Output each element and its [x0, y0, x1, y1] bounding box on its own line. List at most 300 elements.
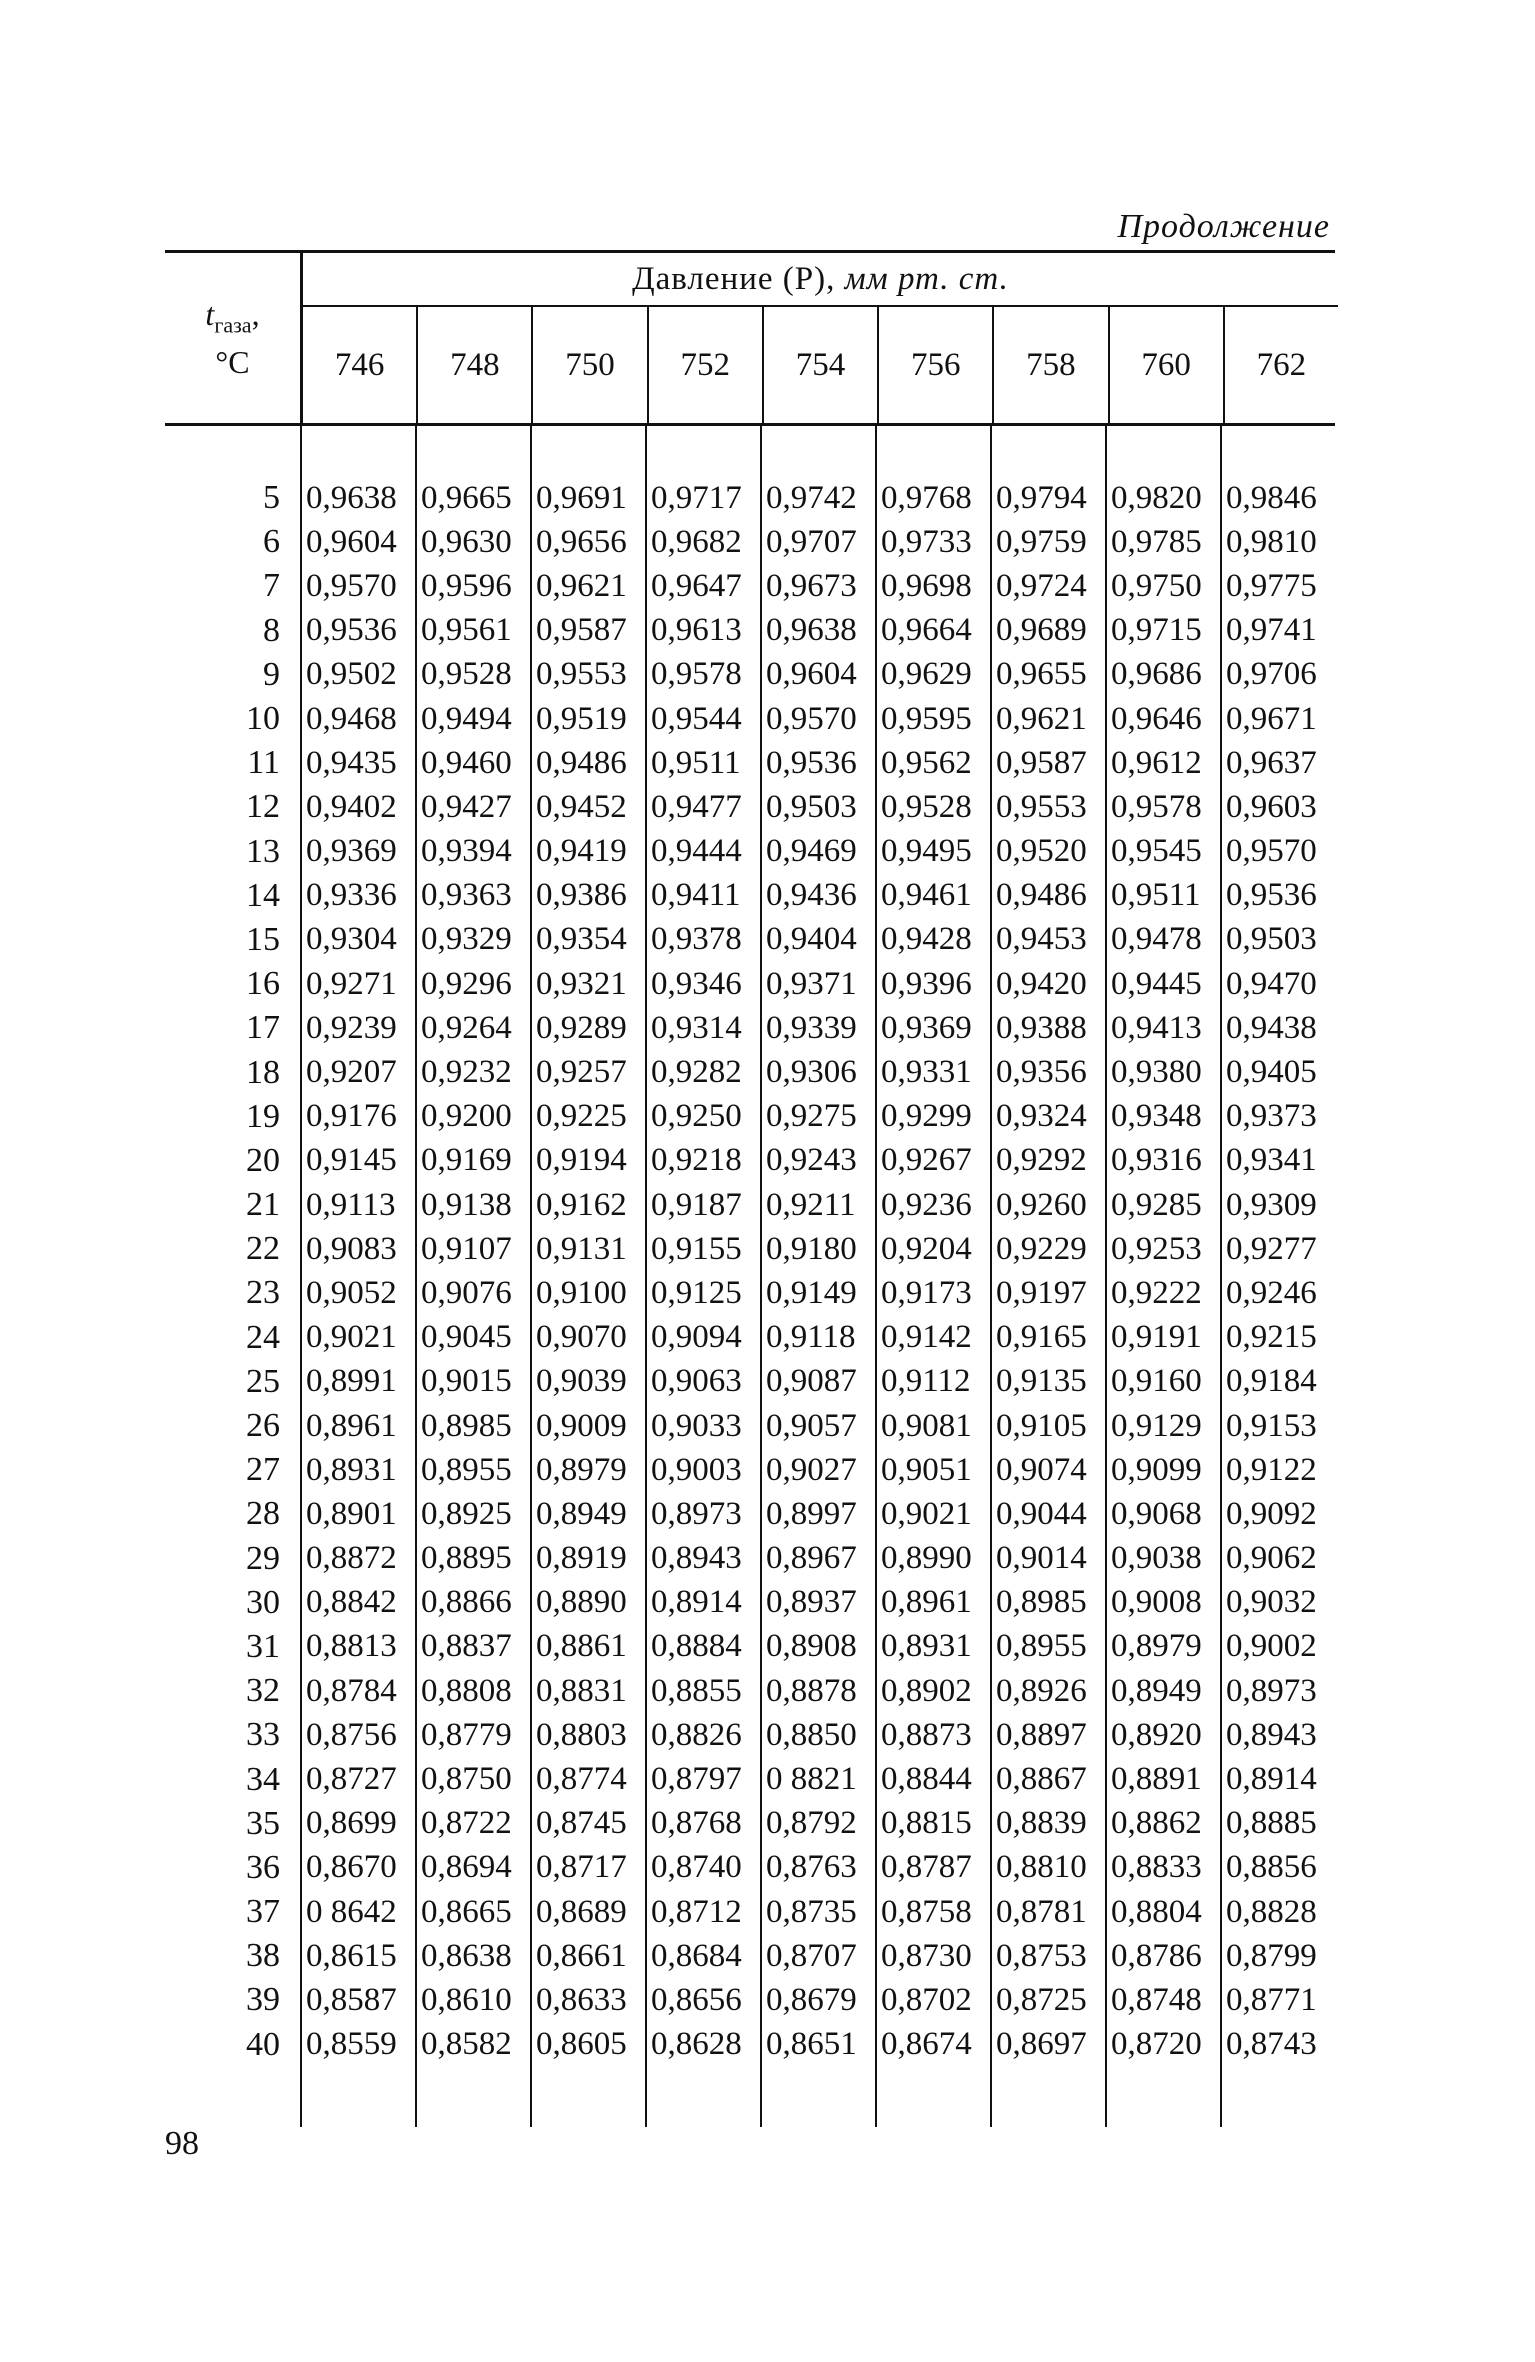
value-cell: 0,9253 — [1111, 1230, 1202, 1267]
temperature-cell: 33 — [246, 1716, 280, 1754]
value-cell: 0,8605 — [536, 2026, 627, 2063]
value-cell: 0,8833 — [1111, 1849, 1202, 1886]
table-row — [165, 476, 1335, 520]
value-cell: 0,8919 — [536, 1540, 627, 1577]
table-row — [165, 1139, 1335, 1183]
value-cell: 0,9292 — [996, 1142, 1087, 1179]
value-cell: 0,9118 — [766, 1319, 856, 1356]
value-cell: 0,9229 — [996, 1230, 1087, 1267]
value-cell: 0,8902 — [881, 1672, 972, 1709]
value-cell: 0,9413 — [1111, 1009, 1202, 1046]
value-cell: 0,8758 — [881, 1893, 972, 1930]
temperature-cell: 14 — [246, 876, 280, 914]
pressure-column-header: 748 — [416, 307, 531, 423]
value-cell: 0,9222 — [1111, 1274, 1202, 1311]
value-cell: 0,9092 — [1226, 1495, 1317, 1532]
value-cell: 0,9411 — [651, 877, 741, 914]
table-row — [165, 918, 1335, 962]
value-cell: 0,9125 — [651, 1274, 742, 1311]
value-cell: 0,9057 — [766, 1407, 857, 1444]
value-cell: 0,9044 — [996, 1495, 1087, 1532]
value-cell: 0,8725 — [996, 1981, 1087, 2018]
value-cell: 0,8674 — [881, 2026, 972, 2063]
value-cell: 0,9246 — [1226, 1274, 1317, 1311]
temperature-cell: 9 — [263, 655, 280, 693]
value-cell: 0,9528 — [421, 656, 512, 693]
value-cell: 0,9486 — [536, 744, 627, 781]
value-cell: 0,9002 — [1226, 1628, 1317, 1665]
value-cell: 0,8694 — [421, 1849, 512, 1886]
value-cell: 0,9511 — [1111, 877, 1201, 914]
value-cell: 0,8862 — [1111, 1805, 1202, 1842]
table-row — [165, 1757, 1335, 1801]
temperature-cell: 10 — [246, 700, 280, 738]
value-cell: 0,8792 — [766, 1805, 857, 1842]
value-cell: 0,9596 — [421, 567, 512, 604]
value-cell: 0,9682 — [651, 523, 742, 560]
temperature-cell: 17 — [246, 1009, 280, 1047]
temperature-cell: 18 — [246, 1053, 280, 1091]
temperature-cell: 29 — [246, 1539, 280, 1577]
value-cell: 0,9304 — [306, 921, 397, 958]
value-cell: 0,8861 — [536, 1628, 627, 1665]
value-cell: 0,9271 — [306, 965, 397, 1002]
value-cell: 0,9638 — [766, 612, 857, 649]
value-cell: 0,9733 — [881, 523, 972, 560]
value-cell: 0,9155 — [651, 1230, 742, 1267]
value-cell: 0,8967 — [766, 1540, 857, 1577]
value-cell: 0,9162 — [536, 1186, 627, 1223]
value-cell: 0,8908 — [766, 1628, 857, 1665]
table-row — [165, 1271, 1335, 1315]
value-cell: 0,9578 — [651, 656, 742, 693]
value-cell: 0,8815 — [881, 1805, 972, 1842]
value-cell: 0,9215 — [1226, 1319, 1317, 1356]
value-cell: 0,8856 — [1226, 1849, 1317, 1886]
value-cell: 0,8920 — [1111, 1716, 1202, 1753]
value-cell: 0,9131 — [536, 1230, 627, 1267]
value-cell: 0,9331 — [881, 1054, 972, 1091]
value-cell: 0,8831 — [536, 1672, 627, 1709]
value-cell: 0,8891 — [1111, 1761, 1202, 1798]
value-cell: 0,9264 — [421, 1009, 512, 1046]
value-cell: 0,9324 — [996, 1098, 1087, 1135]
value-cell: 0,8712 — [651, 1893, 742, 1930]
value-cell: 0,9021 — [881, 1495, 972, 1532]
value-cell: 0,8768 — [651, 1805, 742, 1842]
temperature-cell: 8 — [263, 611, 280, 649]
value-cell: 0,8804 — [1111, 1893, 1202, 1930]
table-row — [165, 653, 1335, 697]
value-cell: 0,8784 — [306, 1672, 397, 1709]
value-cell: 0,9039 — [536, 1363, 627, 1400]
value-cell: 0,9257 — [536, 1054, 627, 1091]
value-cell: 0,9562 — [881, 744, 972, 781]
table-row — [165, 1934, 1335, 1978]
value-cell: 0,8615 — [306, 1937, 397, 1974]
table-row — [165, 1404, 1335, 1448]
temperature-cell: 25 — [246, 1362, 280, 1400]
value-cell: 0,9218 — [651, 1142, 742, 1179]
value-cell: 0,9717 — [651, 479, 742, 516]
value-cell: 0,8897 — [996, 1716, 1087, 1753]
value-cell: 0,9536 — [766, 744, 857, 781]
value-cell: 0,8661 — [536, 1937, 627, 1974]
pressure-columns — [303, 307, 1338, 423]
value-cell: 0,9033 — [651, 1407, 742, 1444]
temperature-cell: 40 — [246, 2025, 280, 2063]
value-cell: 0,8931 — [306, 1451, 397, 1488]
table-row — [165, 1050, 1335, 1094]
value-cell: 0,9638 — [306, 479, 397, 516]
value-cell: 0,8872 — [306, 1540, 397, 1577]
value-cell: 0,8873 — [881, 1716, 972, 1753]
value-cell: 0,9142 — [881, 1319, 972, 1356]
value-cell: 0,9750 — [1111, 567, 1202, 604]
value-cell: 0,9277 — [1226, 1230, 1317, 1267]
value-cell: 0,9339 — [766, 1009, 857, 1046]
value-cell: 0,9388 — [996, 1009, 1087, 1046]
column-divider — [990, 426, 992, 2127]
value-cell: 0,9062 — [1226, 1540, 1317, 1577]
value-cell: 0,9200 — [421, 1098, 512, 1135]
value-cell: 0,9153 — [1226, 1407, 1317, 1444]
column-divider — [760, 426, 762, 2127]
value-cell: 0,9587 — [536, 612, 627, 649]
value-cell: 0,8985 — [421, 1407, 512, 1444]
value-cell: 0,9354 — [536, 921, 627, 958]
value-cell: 0,8949 — [1111, 1672, 1202, 1709]
pressure-title-unit: мм рт. ст. — [844, 260, 1009, 297]
value-cell: 0,9820 — [1111, 479, 1202, 516]
value-cell: 0,9528 — [881, 788, 972, 825]
pressure-title — [303, 253, 1338, 307]
pressure-column-header: 746 — [334, 346, 385, 383]
value-cell: 0,8748 — [1111, 1981, 1202, 2018]
value-cell: 0,8839 — [996, 1805, 1087, 1842]
value-cell: 0,9321 — [536, 965, 627, 1002]
value-cell: 0,9225 — [536, 1098, 627, 1135]
temperature-cell: 6 — [263, 523, 280, 561]
value-cell: 0,8582 — [421, 2026, 512, 2063]
value-cell: 0,9316 — [1111, 1142, 1202, 1179]
value-cell: 0,9107 — [421, 1230, 512, 1267]
value-cell: 0,9145 — [306, 1142, 397, 1179]
value-cell: 0,9051 — [881, 1451, 972, 1488]
value-cell: 0,9665 — [421, 479, 512, 516]
temp-unit: °C — [215, 343, 250, 380]
value-cell: 0,8926 — [996, 1672, 1087, 1709]
pressure-column-header: 762 — [1223, 307, 1338, 423]
value-cell: 0,9003 — [651, 1451, 742, 1488]
value-cell: 0,8949 — [536, 1495, 627, 1532]
value-cell: 0,9169 — [421, 1142, 512, 1179]
value-cell: 0,9250 — [651, 1098, 742, 1135]
value-cell: 0,8925 — [421, 1495, 512, 1532]
value-cell: 0,9194 — [536, 1142, 627, 1179]
value-cell: 0,8745 — [536, 1805, 627, 1842]
value-cell: 0,8779 — [421, 1716, 512, 1753]
value-cell: 0,9686 — [1111, 656, 1202, 693]
value-cell: 0,9691 — [536, 479, 627, 516]
value-cell: 0,9520 — [996, 833, 1087, 870]
value-cell: 0,9027 — [766, 1451, 857, 1488]
value-cell: 0,9009 — [536, 1407, 627, 1444]
value-cell: 0,9135 — [996, 1363, 1087, 1400]
page-number: 98 — [165, 2125, 199, 2162]
value-cell: 0,9621 — [536, 567, 627, 604]
value-cell: 0,9689 — [996, 612, 1087, 649]
value-cell: 0,9394 — [421, 833, 512, 870]
value-cell: 0,9076 — [421, 1274, 512, 1311]
temperature-cell: 39 — [246, 1981, 280, 2019]
value-cell: 0,9655 — [996, 656, 1087, 693]
value-cell: 0,9404 — [766, 921, 857, 958]
value-cell: 0,9083 — [306, 1230, 397, 1267]
temp-subscript: газа — [214, 312, 252, 338]
value-cell: 0,9112 — [881, 1363, 971, 1400]
value-cell: 0,9329 — [421, 921, 512, 958]
pressure-column-header: 760 — [1108, 307, 1223, 423]
value-cell: 0,8973 — [1226, 1672, 1317, 1709]
value-cell: 0,9380 — [1111, 1054, 1202, 1091]
value-cell: 0,8803 — [536, 1716, 627, 1753]
value-cell: 0,8727 — [306, 1761, 397, 1798]
value-cell: 0,9405 — [1226, 1054, 1317, 1091]
value-cell: 0,8679 — [766, 1981, 857, 2018]
value-cell: 0,9536 — [1226, 877, 1317, 914]
value-cell: 0,9378 — [651, 921, 742, 958]
value-cell: 0,9296 — [421, 965, 512, 1002]
column-divider — [300, 426, 302, 2127]
table-row — [165, 1846, 1335, 1890]
value-cell: 0,8878 — [766, 1672, 857, 1709]
value-cell: 0,8884 — [651, 1628, 742, 1665]
pressure-column-header: 756 — [877, 307, 992, 423]
value-cell: 0,9604 — [306, 523, 397, 560]
value-cell: 0,9207 — [306, 1054, 397, 1091]
column-divider — [1105, 426, 1107, 2127]
value-cell: 0,8931 — [881, 1628, 972, 1665]
table-row — [165, 1978, 1335, 2022]
value-cell: 0,9495 — [881, 833, 972, 870]
value-cell: 0,9099 — [1111, 1451, 1202, 1488]
value-cell: 0,8890 — [536, 1584, 627, 1621]
value-cell: 0,8633 — [536, 1981, 627, 2018]
value-cell: 0,9621 — [996, 700, 1087, 737]
value-cell: 0,9032 — [1226, 1584, 1317, 1621]
value-cell: 0,8743 — [1226, 2026, 1317, 2063]
table-row — [165, 2023, 1335, 2067]
table-row — [165, 874, 1335, 918]
value-cell: 0,9236 — [881, 1186, 972, 1223]
value-cell: 0,9637 — [1226, 744, 1317, 781]
value-cell: 0 8821 — [766, 1761, 857, 1798]
value-cell: 0,9373 — [1226, 1098, 1317, 1135]
value-cell: 0,9197 — [996, 1274, 1087, 1311]
value-cell: 0,8786 — [1111, 1937, 1202, 1974]
table-row — [165, 1316, 1335, 1360]
value-cell: 0,9087 — [766, 1363, 857, 1400]
value-cell: 0,9469 — [766, 833, 857, 870]
value-cell: 0,9191 — [1111, 1319, 1202, 1356]
value-cell: 0,9176 — [306, 1098, 397, 1135]
value-cell: 0,9336 — [306, 877, 397, 914]
temperature-cell: 36 — [246, 1848, 280, 1886]
value-cell: 0,9282 — [651, 1054, 742, 1091]
value-cell: 0,9646 — [1111, 700, 1202, 737]
value-cell: 0,8699 — [306, 1805, 397, 1842]
value-cell: 0,8665 — [421, 1893, 512, 1930]
value-cell: 0,9173 — [881, 1274, 972, 1311]
pressure-title-text: Давление (P), — [632, 260, 845, 297]
value-cell: 0,9165 — [996, 1319, 1087, 1356]
value-cell: 0,8781 — [996, 1893, 1087, 1930]
value-cell: 0,8587 — [306, 1981, 397, 2018]
value-cell: 0,8844 — [881, 1761, 972, 1798]
value-cell: 0,8979 — [536, 1451, 627, 1488]
value-cell: 0,9444 — [651, 833, 742, 870]
value-cell: 0,8866 — [421, 1584, 512, 1621]
temperature-cell: 27 — [246, 1451, 280, 1489]
value-cell: 0,9306 — [766, 1054, 857, 1091]
value-cell: 0,9149 — [766, 1274, 857, 1311]
value-cell: 0,8753 — [996, 1937, 1087, 1974]
pressure-column-header: 750 — [531, 307, 646, 423]
value-cell: 0,8973 — [651, 1495, 742, 1532]
value-cell: 0,9468 — [306, 700, 397, 737]
table-row — [165, 1802, 1335, 1846]
table-row — [165, 830, 1335, 874]
temperature-cell: 28 — [246, 1495, 280, 1533]
value-cell: 0,9204 — [881, 1230, 972, 1267]
value-cell: 0,9420 — [996, 965, 1087, 1002]
value-cell: 0,9014 — [996, 1540, 1087, 1577]
value-cell: 0,9070 — [536, 1319, 627, 1356]
value-cell: 0,9074 — [996, 1451, 1087, 1488]
value-cell: 0,9536 — [306, 612, 397, 649]
value-cell: 0,8670 — [306, 1849, 397, 1886]
value-cell: 0,9478 — [1111, 921, 1202, 958]
value-cell: 0,9647 — [651, 567, 742, 604]
value-cell: 0,9260 — [996, 1186, 1087, 1223]
value-cell: 0,8628 — [651, 2026, 742, 2063]
value-cell: 0,9369 — [306, 833, 397, 870]
gas-correction-table — [165, 250, 1335, 2127]
value-cell: 0,8943 — [651, 1540, 742, 1577]
value-cell: 0,8774 — [536, 1761, 627, 1798]
value-cell: 0,9094 — [651, 1319, 742, 1356]
value-cell: 0,9160 — [1111, 1363, 1202, 1400]
value-cell: 0,9477 — [651, 788, 742, 825]
value-cell: 0,9603 — [1226, 788, 1317, 825]
value-cell: 0,9664 — [881, 612, 972, 649]
table-row — [165, 1581, 1335, 1625]
value-cell: 0,8638 — [421, 1937, 512, 1974]
value-cell: 0,9578 — [1111, 788, 1202, 825]
value-cell: 0,9846 — [1226, 479, 1317, 516]
column-divider — [875, 426, 877, 2127]
value-cell: 0,9486 — [996, 877, 1087, 914]
value-cell: 0,9461 — [881, 877, 972, 914]
value-cell: 0,9595 — [881, 700, 972, 737]
value-cell: 0,9081 — [881, 1407, 972, 1444]
value-cell: 0,8826 — [651, 1716, 742, 1753]
value-cell: 0,8610 — [421, 1981, 512, 2018]
temperature-cell: 31 — [246, 1627, 280, 1665]
column-divider — [645, 426, 647, 2127]
table-row — [165, 697, 1335, 741]
value-cell: 0,9386 — [536, 877, 627, 914]
value-cell: 0,9503 — [1226, 921, 1317, 958]
value-cell: 0,9452 — [536, 788, 627, 825]
value-cell: 0,9113 — [306, 1186, 396, 1223]
temperature-cell: 20 — [246, 1141, 280, 1179]
value-cell: 0,9502 — [306, 656, 397, 693]
value-cell: 0,9706 — [1226, 656, 1317, 693]
value-cell: 0,9671 — [1226, 700, 1317, 737]
value-cell: 0,9348 — [1111, 1098, 1202, 1135]
value-cell: 0,9138 — [421, 1186, 512, 1223]
table-row — [165, 1448, 1335, 1492]
temperature-cell: 16 — [246, 965, 280, 1003]
column-divider — [415, 426, 417, 2127]
value-cell: 0,8656 — [651, 1981, 742, 2018]
value-cell: 0,8985 — [996, 1584, 1087, 1621]
value-cell: 0,9587 — [996, 744, 1087, 781]
temperature-cell: 5 — [263, 479, 280, 517]
table-row — [165, 741, 1335, 785]
value-cell: 0,8750 — [421, 1761, 512, 1798]
value-cell: 0,9309 — [1226, 1186, 1317, 1223]
value-cell: 0,9612 — [1111, 744, 1202, 781]
value-cell: 0,8689 — [536, 1893, 627, 1930]
temperature-cell: 37 — [246, 1893, 280, 1931]
value-cell: 0,8799 — [1226, 1937, 1317, 1974]
table-row — [165, 1492, 1335, 1536]
value-cell: 0,8771 — [1226, 1981, 1317, 2018]
value-cell: 0,8955 — [996, 1628, 1087, 1665]
temperature-cell: 23 — [246, 1274, 280, 1312]
value-cell: 0,9630 — [421, 523, 512, 560]
value-cell: 0,8559 — [306, 2026, 397, 2063]
value-cell: 0,9759 — [996, 523, 1087, 560]
value-cell: 0,9402 — [306, 788, 397, 825]
temperature-cell: 38 — [246, 1937, 280, 1975]
value-cell: 0,9129 — [1111, 1407, 1202, 1444]
value-cell: 0,9503 — [766, 788, 857, 825]
value-cell: 0,8943 — [1226, 1716, 1317, 1753]
table-row — [165, 564, 1335, 608]
value-cell: 0,9346 — [651, 965, 742, 1002]
value-cell: 0,8787 — [881, 1849, 972, 1886]
value-cell: 0,9008 — [1111, 1584, 1202, 1621]
value-cell: 0,8740 — [651, 1849, 742, 1886]
temperature-cell: 35 — [246, 1804, 280, 1842]
value-cell: 0,8735 — [766, 1893, 857, 1930]
table-row — [165, 1890, 1335, 1934]
pressure-column-header: 752 — [647, 307, 762, 423]
value-cell: 0,9613 — [651, 612, 742, 649]
value-cell: 0,9275 — [766, 1098, 857, 1135]
value-cell: 0,8720 — [1111, 2026, 1202, 2063]
value-cell: 0,9299 — [881, 1098, 972, 1135]
value-cell: 0,9187 — [651, 1186, 742, 1223]
value-cell: 0,8702 — [881, 1981, 972, 2018]
table-row — [165, 1713, 1335, 1757]
value-cell: 0,8722 — [421, 1805, 512, 1842]
value-cell: 0,8914 — [1226, 1761, 1317, 1798]
